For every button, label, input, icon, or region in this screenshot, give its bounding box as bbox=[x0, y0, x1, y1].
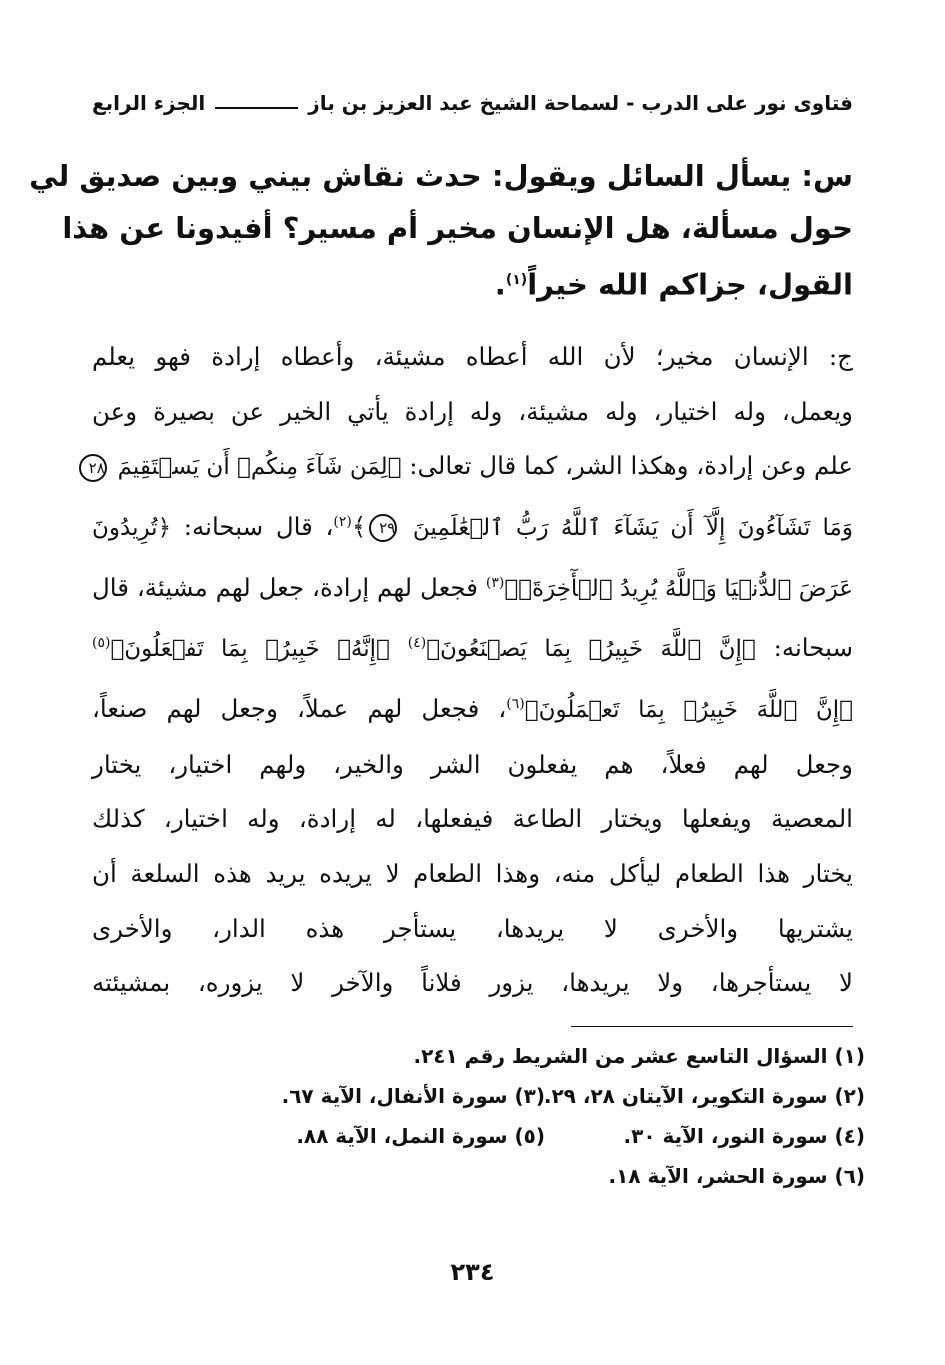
answer-text: ، فجعل لهم عملاً، وجعل لهم صنعاً، bbox=[92, 694, 507, 724]
question-block bbox=[29, 150, 853, 311]
answer-text: ، قال سبحانه: bbox=[183, 511, 334, 541]
quran-verse: ﴿تُرِيدُونَ bbox=[92, 514, 172, 541]
footnote: (١) السؤال التاسع عشر من الشريط رقم ٢٤١. bbox=[413, 1044, 865, 1068]
answer-line: ج: الإنسان مخير؛ لأن الله أعطاه مشيئة، وأعطاه إرادة فهو يعلم bbox=[92, 342, 853, 371]
answer-text: فجعل لهم إرادة، جعل لهم مشيئة، قال bbox=[92, 572, 478, 602]
footnote-ref: (٢) bbox=[333, 513, 352, 530]
question-text: القول، جزاكم الله خيراً bbox=[527, 267, 853, 302]
question-line: س: يسأل السائل ويقول: حدث نقاش بيني وبين صديق لي bbox=[29, 159, 853, 193]
footnote-row bbox=[92, 1036, 865, 1076]
header-title: فتاوى نور على الدرب - لسماحة الشيخ عبد العزيز بن باز bbox=[308, 91, 853, 115]
footnote: (٥) سورة النمل، الآية ٨٨. bbox=[296, 1124, 545, 1148]
footnote-row bbox=[92, 1156, 865, 1196]
footnote-separator bbox=[571, 1026, 853, 1027]
header-part: الجزء الرابع bbox=[92, 91, 206, 115]
quran-verse: ﴿إِنَّ ٱللَّهَ خَبِيرُۢ بِمَا تَعۡمَلُونَ﴾ bbox=[524, 697, 853, 724]
question-line: حول مسألة، هل الإنسان مخير أم مسير؟ أفيدونا عن هذا bbox=[62, 211, 853, 245]
footnote: (٤) سورة النور، الآية ٣٠. bbox=[623, 1124, 865, 1148]
quran-verse: ﴿إِنَّ ٱللَّهَ خَبِيرُۢ بِمَا يَصۡنَعُونَ﴾ bbox=[426, 636, 756, 663]
answer-line: يشتريها والأخرى لا يريدها، يستأجر هذه الدار، والأخرى bbox=[92, 913, 853, 943]
answer-line bbox=[92, 556, 853, 617]
footnote-ref: (١) bbox=[505, 272, 528, 288]
answer-line: لا يستأجرها، ولا يريدها، يزور فلاناً والآخر لا يزوره، بمشيئته bbox=[92, 968, 853, 998]
question-line-last: القول، جزاكم الله خيراً$^{(١)}$. bbox=[494, 267, 853, 302]
quran-verse: عَرَضَ ٱلدُّنۡيَا وَٱللَّهُ يُرِيدُ ٱلۡأٓخِرَةَۗ﴾ bbox=[504, 575, 853, 602]
footnote-row bbox=[92, 1076, 865, 1116]
verse-number-marker: ٢٩ bbox=[369, 514, 397, 542]
answer-line: وجعل لهم فعلاً، هم يفعلون الشر والخير، ولهم اختيار، يختار bbox=[92, 749, 853, 779]
footnote: (٢) سورة التكوير، الآيتان ٢٨، ٢٩. bbox=[543, 1084, 865, 1108]
footnotes bbox=[92, 1036, 865, 1196]
answer-line: وَمَا تَشَآءُونَ إِلَّآ أَن يَشَآءَ ٱللَّهُ رَبُّ ٱلۡعَٰلَمِينَ ٢٩﴾$^{(٢)}$، قال سبحانه: ﴿تُرِيدُونَ bbox=[92, 511, 853, 541]
quran-verse: ﴿لِمَن شَآءَ مِنكُمۡ أَن يَسۡتَقِيمَ bbox=[117, 454, 402, 481]
footnote: (٣) سورة الأنفال، الآية ٦٧. bbox=[281, 1084, 545, 1108]
footnote-ref: (٦) bbox=[506, 696, 525, 713]
answer-line bbox=[92, 677, 853, 738]
footnote-row bbox=[92, 1116, 865, 1156]
running-header bbox=[92, 86, 853, 120]
answer-line: المعصية ويفعلها ويختار الطاعة فيفعلها، له إرادة، وله اختيار، كذلك bbox=[92, 804, 853, 834]
answer-line bbox=[88, 439, 853, 495]
answer-text: سبحانه: bbox=[773, 633, 854, 663]
footnote-ref: (٣) bbox=[485, 574, 505, 591]
quran-verse: وَمَا تَشَآءُونَ إِلَّآ أَن يَشَآءَ ٱللَّهُ رَبُّ ٱلۡعَٰلَمِينَ bbox=[412, 514, 853, 541]
page-number: ٢٣٤ bbox=[450, 1258, 495, 1286]
footnote-ref: (٤) bbox=[407, 635, 427, 652]
footnote: (٦) سورة الحشر، الآية ١٨. bbox=[608, 1164, 865, 1188]
quran-verse: ﴿إِنَّهُۥ خَبِيرُۢ بِمَا تَفۡعَلُونَ﴾ bbox=[110, 636, 390, 663]
header-rule bbox=[215, 107, 298, 109]
answer-block bbox=[88, 330, 854, 1011]
answer-line: يختار هذا الطعام ليأكل منه، وهذا الطعام لا يريده يريد هذه السلعة أن bbox=[92, 858, 853, 888]
answer-line: ويعمل، وله اختيار، وله مشيئة، وله إرادة يأتي الخير عن بصيرة وعن bbox=[92, 396, 853, 426]
footnote-ref: (٥) bbox=[92, 635, 111, 652]
answer-text: علم وعن إرادة، وهكذا الشر، كما قال تعالى: bbox=[409, 451, 853, 481]
answer-line bbox=[92, 616, 853, 677]
verse-number-marker: ٢٨ bbox=[79, 454, 107, 482]
